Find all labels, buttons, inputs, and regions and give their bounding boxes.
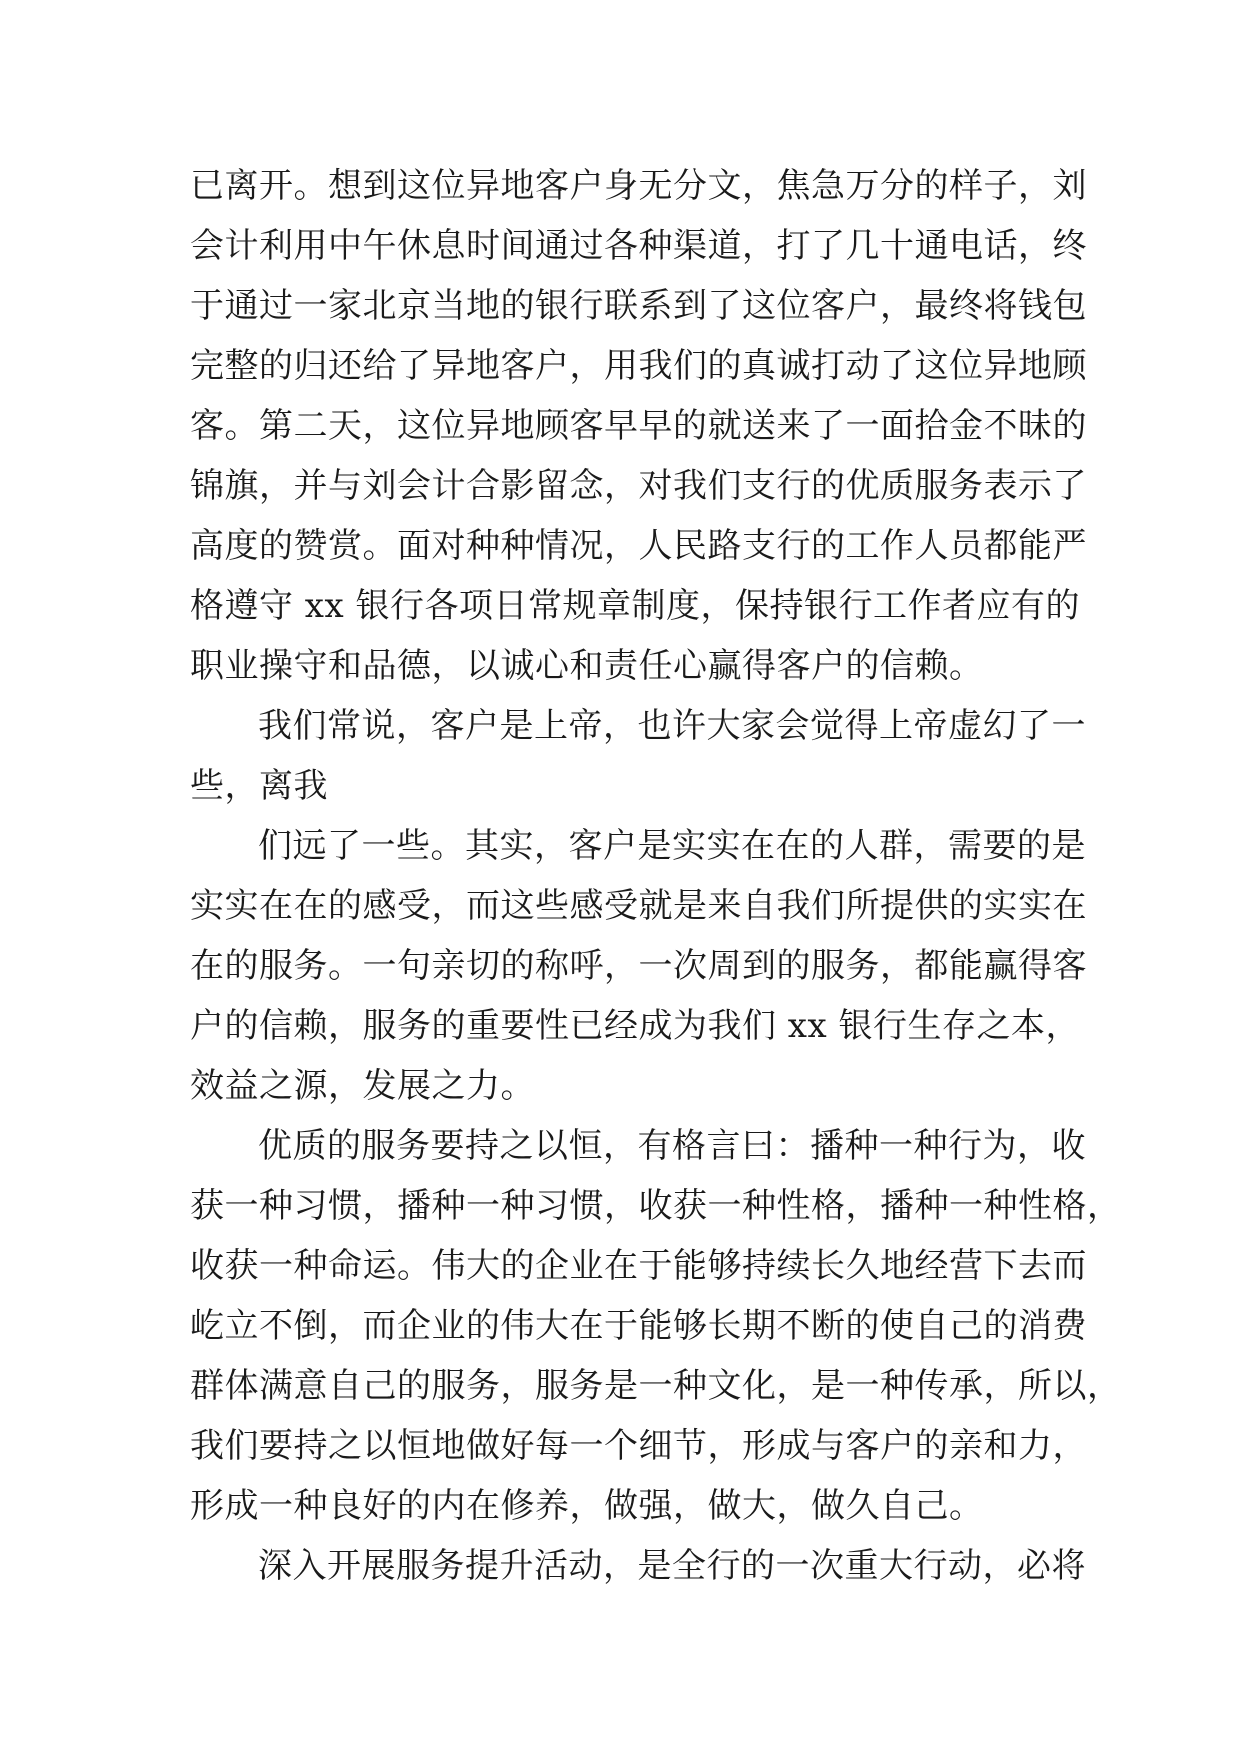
- paragraph-4-line-5: 群体满意自己的服务，服务是一种文化，是一种传承，所以，: [190, 1366, 1122, 1406]
- paragraph-2-line-2: 些，离我: [190, 766, 328, 806]
- paragraph-3-line-5: 效益之源，发展之力。: [190, 1066, 535, 1106]
- paragraph-1-line-9: 职业操守和品德，以诚心和责任心赢得客户的信赖。: [190, 646, 984, 686]
- paragraph-4-line-4: 屹立不倒，而企业的伟大在于能够长期不断的使自己的消费: [190, 1306, 1087, 1346]
- paragraph-3-line-2: 实实在在的感受，而这些感受就是来自我们所提供的实实在: [190, 886, 1087, 926]
- paragraph-1-line-1: 已离开。想到这位异地客户身无分文，焦急万分的样子，刘: [190, 166, 1087, 206]
- paragraph-3-line-4: 户的信赖，服务的重要性已经成为我们 xx 银行生存之本，: [190, 1006, 1080, 1046]
- document-body: [190, 156, 1122, 1596]
- paragraph-4-line-3: 收获一种命运。伟大的企业在于能够持续长久地经营下去而: [190, 1246, 1087, 1286]
- paragraph-3-line-3: 在的服务。一句亲切的称呼，一次周到的服务，都能赢得客: [190, 946, 1087, 986]
- paragraph-1-line-6: 锦旗，并与刘会计合影留念，对我们支行的优质服务表示了: [190, 466, 1087, 506]
- paragraph-5-line-1: 深入开展服务提升活动，是全行的一次重大行动，必将: [258, 1546, 1086, 1586]
- paragraph-1-line-7: 高度的赞赏。面对种种情况，人民路支行的工作人员都能严: [190, 526, 1087, 566]
- paragraph-1-line-2: 会计利用中午休息时间通过各种渠道，打了几十通电话，终: [190, 226, 1087, 266]
- paragraph-2-line-1: 我们常说，客户是上帝，也许大家会觉得上帝虚幻了一: [258, 706, 1086, 746]
- paragraph-4-line-1: 优质的服务要持之以恒，有格言曰：播种一种行为，收: [258, 1126, 1086, 1166]
- paragraph-1-line-8: 格遵守 xx 银行各项日常规章制度，保持银行工作者应有的: [190, 586, 1080, 626]
- paragraph-1-line-5: 客。第二天，这位异地顾客早早的就送来了一面拾金不昧的: [190, 406, 1087, 446]
- paragraph-1-line-3: 于通过一家北京当地的银行联系到了这位客户，最终将钱包: [190, 286, 1087, 326]
- paragraph-4-line-6: 我们要持之以恒地做好每一个细节，形成与客户的亲和力，: [190, 1426, 1087, 1466]
- paragraph-4-line-7: 形成一种良好的内在修养，做强，做大，做久自己。: [190, 1486, 984, 1526]
- paragraph-4-line-2: 获一种习惯，播种一种习惯，收获一种性格，播种一种性格，: [190, 1186, 1122, 1226]
- paragraph-3-line-1: 们远了一些。其实，客户是实实在在的人群，需要的是: [258, 826, 1086, 866]
- paragraph-1-line-4: 完整的归还给了异地客户，用我们的真诚打动了这位异地顾: [190, 346, 1087, 386]
